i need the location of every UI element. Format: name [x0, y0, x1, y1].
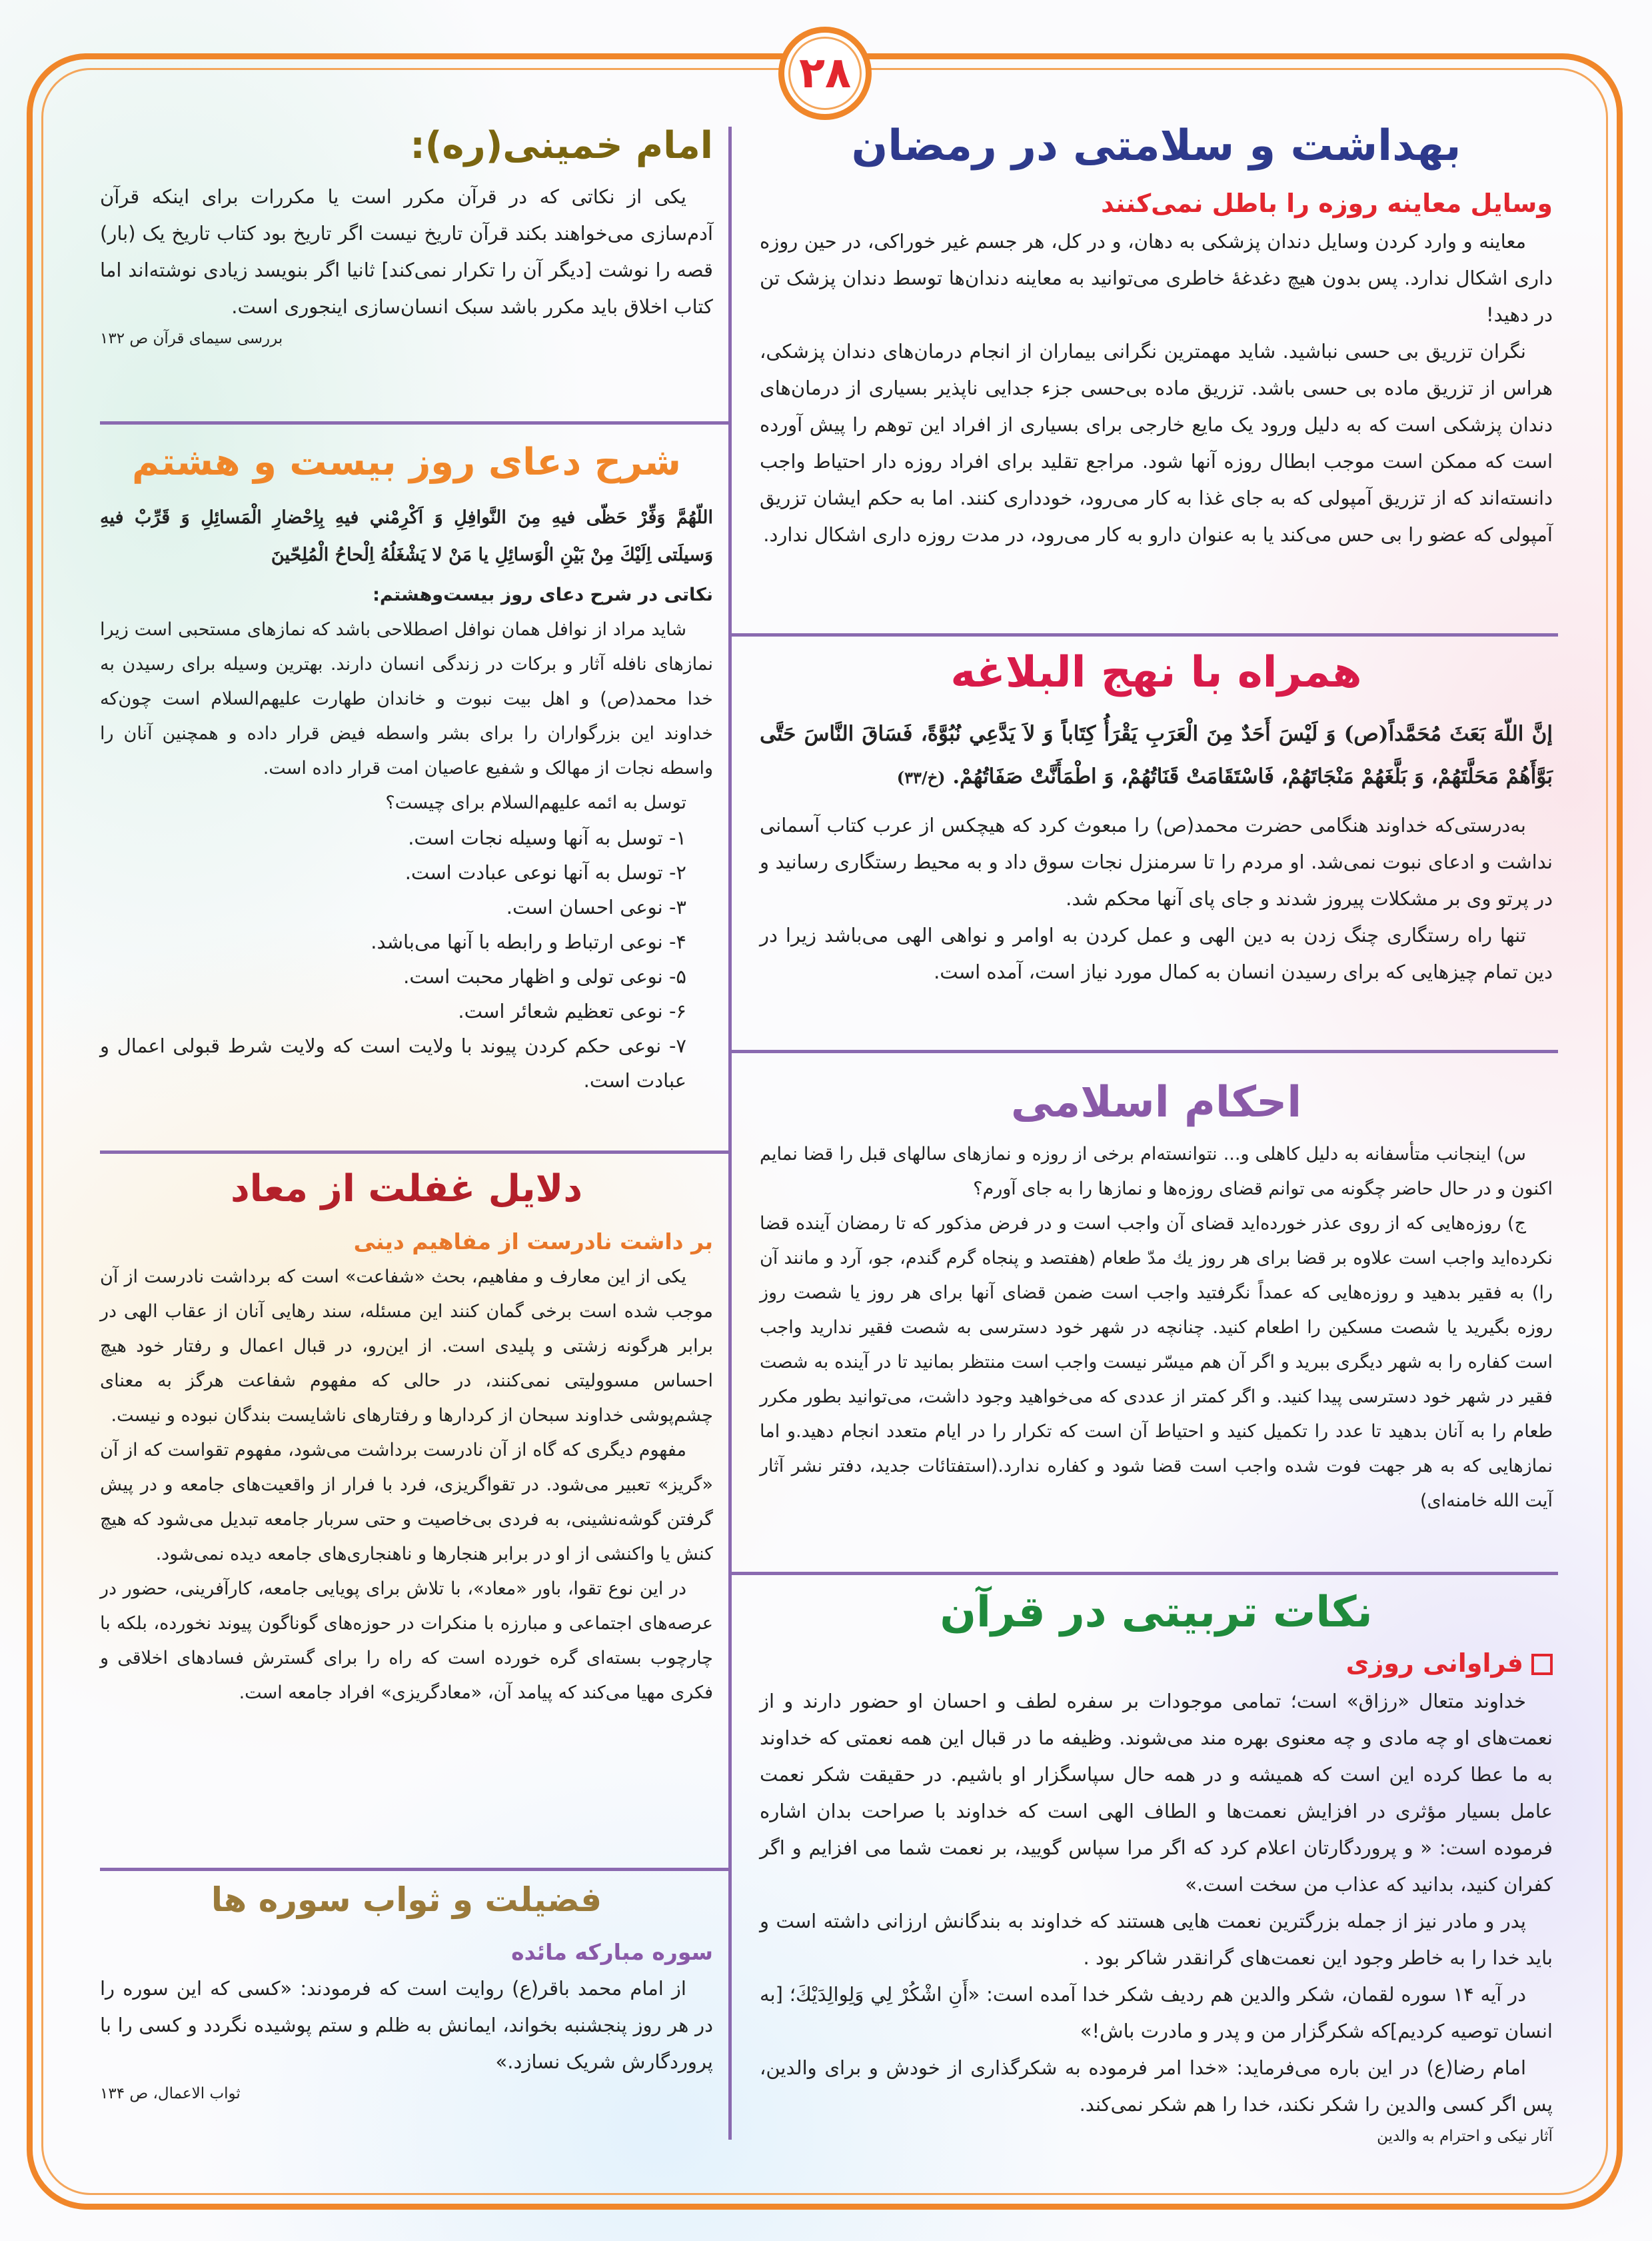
list-item: ۳- نوعی احسان است.	[506, 896, 686, 919]
quran-source: آثار نیکی و احترام به والدین	[1377, 2128, 1553, 2146]
quran-section	[760, 1583, 1553, 2150]
health-paragraph: نگران تزریق بی حسی نباشید. شاید مهمترین نگرانی بیماران از انجام درمان‌های دندان پزشکی، هراس از تزریق ماده بی حسی باشد. تزریق ماده بی‌حسی جزء جدایی ناپذیر بسیاری از درمان‌های دندان پزشکی است که به دلیل ورود یک مایع خارجی برای بسیاری از افراد این توهم را پیش آورده است که ممکن است موجب ابطال روزه آنها شود. مراجع تقلید برای افراد روزه دار احتیاط واجب دانسته‌اند که از تزریق آمپولی که به جای غذا به کار می‌رود، خودداری کنند. اما به حکم ایشان تزریق آمپولی که عضو را بی حس می‌کند یا به عنوان دارو به کار می‌رود، در مدت روزه داری اشکال ندارد.	[760, 340, 1553, 547]
nahj-title: همراه با نهج البلاغه	[950, 648, 1362, 697]
list-item: ۲- توسل به آنها نوعی عبادت است.	[405, 861, 686, 885]
health-section	[760, 117, 1553, 553]
nahj-reference: (خ/۳۳)	[896, 767, 946, 787]
health-title: بهداشت و سلامتی در رمضان	[851, 121, 1461, 171]
doa-arabic-text: اللّهُمَّ وَفِّرْ حَظّى فيهِ مِنَ النَّوافِلِ وَ اَكْرِمْني فيهِ بِاِحْضارِ الْمَسائِلِ وَ قَرِّبْ فيهِ وَسيلَتى اِلَيْكَ مِنْ بَيْنِ الْوَسائِلِ يا مَنْ لا يَشْغَلُهُ اِلْحاحُ الْمُلِحّينَ	[100, 507, 713, 566]
maad-section	[100, 1163, 713, 1710]
maad-paragraph: مفهوم دیگری که گاه از آن نادرست برداشت می‌شود، مفهوم تقواست که از آن «گریز» تعبیر می‌شود. در تقواگریزی، فرد با فرار از واقعیت‌های جامعه و در پیش گرفتن گوشه‌نشینی، به فردی بی‌خاصیت و حتی سربار جامعه تبدیل می‌شود که هیچ کنش یا واکنشی از او در برابر هنجارها و ناهنجاری‌های جامعه دیده نمی‌شود.	[100, 1440, 713, 1565]
quran-paragraph: خداوند متعال «رزاق» است؛ تمامی موجودات بر سفره لطف و احسان او حضور دارند و از نعمت‌های او چه مادی و چه معنوی بهره مند می‌شوند. وظیفه ما در قبال این همه نعمتی که خداوند به ما عطا کرده این است که همیشه و در همه حال سپاسگزار او باشیم. در حقیقت شکر نعمت عامل بسیار مؤثری در افزایش نعمت‌ها و الطاف الهی است که خداوند با صراحت بدان اشاره فرموده است: « و پروردگارتان اعلام کرد که اگر مرا سپاس گویید، بر نعمت شما می افزایم و اگر کفران کنید، بدانید که عذاب من سخت است.»	[760, 1690, 1553, 1896]
list-item: ۱- توسل به آنها وسیله نجات است.	[408, 827, 686, 850]
divider	[100, 421, 728, 425]
quran-subheading: فراوانی روزی	[1345, 1648, 1523, 1678]
divider	[100, 1150, 728, 1154]
fazilat-paragraph: از امام محمد باقر(ع) روایت است که فرمودند: «کسی که این سوره را در هر روز پنجشنبه بخواند، ایمانش به ظلم و ستم پوشیده نگردد و کسی را با پروردگارش شریک نسازد.»	[100, 1976, 713, 2073]
doa-subheading: نکاتی در شرح دعای روز بیست‌وهشتم:	[373, 585, 713, 606]
doa-list	[100, 821, 713, 1098]
divider	[100, 1868, 728, 1871]
quran-paragraph: امام رضا(ع) در این باره می‌فرماید: «خدا امر فرموده به شکرگذاری از خودش و برای والدین، پس اگر کسی والدین را شکر نکند، خدا را هم شکر نمی‌کند.	[760, 2056, 1553, 2116]
nahj-arabic-text: إنَّ اللّهَ بَعَثَ مُحَمَّداً(ص) وَ لَيْسَ أَحَدٌ مِنَ الْعَرَبِ يَقْرَأُ كِتَاباً وَ لاَ يَدَّعِي نُبُوَّةً، فَسَاقَ النَّاسَ حَتَّى بَوَّأَهُمْ مَحَلَّتَهُمْ، وَ بَلَّغَهُمْ مَنْجَاتَهُمْ، فَاسْتَقَامَتْ قَنَاتُهُمْ، وَ اطْمَأَنَّتْ صَفَاتُهُمْ.	[760, 721, 1553, 789]
page-number: ۲۸	[778, 27, 872, 120]
nahj-paragraph: به‌درستی‌که خداوند هنگامی حضرت محمد(ص) را مبعوث کرد که هیچکس از عرب کتاب آسمانی نداشت و ادعای نبوت نمی‌شد. او مردم را تا سرمنزل نجات سوق داد و به محیط رستگاری رسانید و در پرتو وی بر مشکلات پیروز شدند و جای پای آنها محکم شد.	[760, 813, 1553, 910]
maad-paragraph: یکی از این معارف و مفاهیم، بحث «شفاعت» است که برداشت نادرست از آن موجب شده است برخی گمان کنند این مسئله، سند رهایی آنان از عقاب الهی در برابر هرگونه زشتی و پلیدی است. از این‌رو، در قبال اعمال و رفتار خود هیچ احساس مسوولیتی نمی‌کنند، در حالی که مفهوم شفاعت هرگز به معنای چشم‌پوشی خداوند سبحان از کردارها و رفتارهای ناشایست بندگان نبوده و نیست.	[100, 1266, 713, 1426]
doa-title: شرح دعای روز بیست و هشتم	[132, 441, 681, 484]
list-item: ۵- نوعی تولی و اظهار محبت است.	[403, 965, 686, 989]
quran-paragraph: در آیه ۱۴ سوره لقمان، شکر والدین هم ردیف شکر خدا آمده است: «أَنِ اشْكُرْ لِي وَلِوالِدَيْكَ؛ [به انسان توصیه کردیم]که شکرگزار من و پدر و مادرت باش!»	[760, 1983, 1553, 2043]
khomeini-title: امام خمینی(ره):	[410, 124, 713, 167]
ahkam-title: احکام اسلامی	[1010, 1078, 1302, 1127]
square-bullet-icon	[1531, 1654, 1553, 1675]
health-subtitle: وسایل معاینه روزه را باطل نمی‌کنند	[1101, 188, 1553, 218]
column-divider	[728, 127, 732, 2140]
fazilat-title: فضیلت و ثواب سوره ها	[211, 1880, 602, 1919]
nahj-section	[760, 643, 1553, 991]
ahkam-question: س) اینجانب متأسفانه به دلیل کاهلی و... نتوانسته‌ام برخی از روزه و نمازهای سالهای قبل را قضا نمایم اکنون و در حال حاضر چگونه می توانم قضای روزه‌ها و نمازها را به جای آورم؟	[760, 1143, 1553, 1199]
ahkam-answer: ج) روزه‌هایی که از روی عذر خورده‌اید قضای آن واجب است و در فرض مذکور که تا رمضان آینده قضا نکرده‌اید واجب است علاوه بر قضا برای هر روز یك مدّ طعام (هفتصد و پنجاه گرم گندم، جو، آرد و مانند آن را) به فقیر بدهید و روزه‌هایی که عمداً نگرفتید واجب است ضمن قضای آنها برای هر روز یا شصت روز روزه بگیرید یا شصت مسکین را اطعام کنید. چنانچه در شهر خود دسترسی به شصت فقیر ندارید واجب است کفاره را به شهر دیگری ببرید و اگر آن هم میسّر نیست واجب است منتظر بمانید تا در آینده به شصت فقیر در شهر خود دسترسی پیدا کنید. و اگر کمتر از عددی که می‌خواهید وجود داشت، می‌توانید بطور مکرر طعام را به آنان بدهید تا عدد را تکمیل کنید و احتیاط آن است که تکرار را در ایام متعدد انجام دهید.و اما نمازهایی که به هر جهت فوت شده واجب است قضا شود و کفاره ندارد.(استفتائات جدید، دفتر نشر آثار آیت الله خامنه‌ای)	[760, 1212, 1553, 1511]
divider	[732, 633, 1558, 637]
list-item: ۶- نوعی تعظیم شعائر است.	[458, 1000, 686, 1023]
khomeini-paragraph: یکی از نکاتی که در قرآن مکرر است یا مکررات برای اینکه قرآن آدم‌سازی می‌خواهند بکند قرآن تاریخ نیست اگر تاریخ بود کتاب تاریخ یک (بار) قصه را نوشت [دیگر آن را تکرار نمی‌کند] ثانیا اگر بنویسد زیادی نوشته‌اند اما کتاب اخلاق باید مکرر باشد سبک انسان‌سازی اینجوری است.	[100, 185, 713, 319]
khomeini-section	[100, 120, 713, 352]
fazilat-source: ثواب الاعمال، ص ۱۳۴	[100, 2084, 241, 2102]
maad-title: دلایل غفلت از معاد	[230, 1167, 583, 1210]
fazilat-section	[100, 1876, 713, 2107]
divider	[732, 1572, 1558, 1575]
doa-paragraph: شاید مراد از نوافل همان نوافل اصطلاحی باشد که نمازهای مستحبی است زیرا نمازهای نافله آثار و برکات در زندگی انسان دارند. بهترین وسیله برای رسیدن به خدا محمد(ص) و اهل بیت نبوت و خاندان طهارت علیهم‌السلام است چون‌که خداوند این بزرگواران را برای بشر واسطه فیض قرار داده و همچنین آنان را واسطه نجات از مهالک و شفیع عاصیان امت قرار داده است.	[100, 619, 713, 779]
list-item: ۷- نوعی حکم کردن پیوند با ولایت است که ولایت شرط قبولی اعمال و عبادت است.	[100, 1035, 686, 1093]
doa-question: توسل به ائمه علیهم‌السلام برای چیست؟	[385, 793, 686, 814]
fazilat-subtitle: سوره مبارکه مائده	[511, 1939, 713, 1965]
quran-paragraph: پدر و مادر نیز از جمله بزرگترین نعمت هایی هستند که خداوند به بندگانش ارزانی داشته است و باید خدا را به خاطر وجود این نعمت‌های گرانقدر شاکر بود .	[760, 1910, 1553, 1970]
ahkam-section	[760, 1073, 1553, 1518]
doa-section	[100, 437, 713, 1098]
khomeini-source: بررسی سیمای قرآن ص ۱۳۲	[100, 330, 283, 348]
quran-title: نکات تربیتی در قرآن	[940, 1588, 1373, 1637]
list-item: ۴- نوعی ارتباط و رابطه با آنها می‌باشد.	[371, 931, 686, 954]
health-paragraph: معاینه و وارد کردن وسایل دندان پزشکی به دهان، و در کل، هر جسم غیر خوراکی، در حین روزه داری اشکال ندارد. پس بدون هیچ دغدغهٔ خاطری می‌توانید به معاینه دندان‌ها توسط دندان پزشک تن در دهید!	[760, 230, 1553, 327]
nahj-paragraph: تنها راه رستگاری چنگ زدن به دین الهی و عمل کردن به اوامر و نواهی الهی می‌باشد زیرا در دین تمام چیزهایی که برای رسیدن انسان به کمال مورد نیاز است، آمده است.	[760, 923, 1553, 983]
maad-subtitle: بر داشت نادرست از مفاهیم دینی	[353, 1228, 713, 1255]
divider	[732, 1050, 1558, 1053]
maad-paragraph: در این نوع تقوا، باور «معاد»، با تلاش برای پویایی جامعه، کارآفرینی، حضور در عرصه‌های اجتماعی و مبارزه با منکرات در حوزه‌های گوناگون پیوند نخورده، بلکه با چارچوب بسته‌ای گره خورده است که راه را برای گسترش فسادهای اخلاقی و فکری مهیا می‌کند که پیامد آن، «معادگریزی» افراد جامعه است.	[100, 1578, 713, 1704]
